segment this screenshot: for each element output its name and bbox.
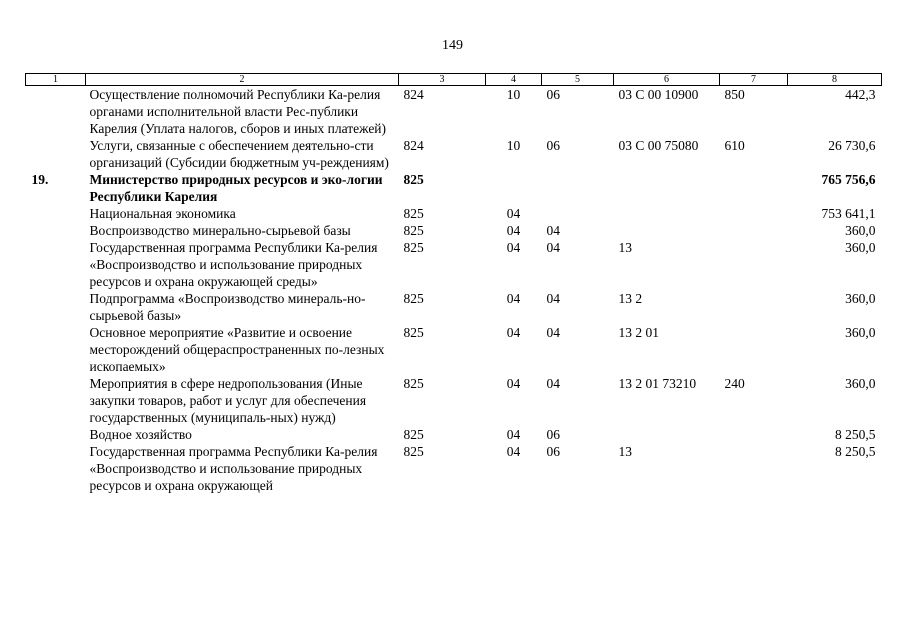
row-subsection-code: 06 xyxy=(546,427,560,442)
row-number xyxy=(26,205,86,222)
column-header: 2 xyxy=(86,74,399,86)
row-ministry-code: 825 xyxy=(403,223,424,238)
row-number xyxy=(26,137,86,171)
row-expense-type-code xyxy=(720,222,788,239)
row-expense-type-code xyxy=(720,426,788,443)
table-row xyxy=(26,222,882,239)
row-amount: 360,0 xyxy=(845,376,876,391)
row-name: Государственная программа Республики Ка-релия «Воспроизводство и использование природных ресурсов и охрана окружающей среды» xyxy=(89,240,378,289)
row-target-code: 13 xyxy=(618,240,632,255)
row-target-code xyxy=(614,426,720,443)
row-subsection-code: 04 xyxy=(546,223,560,238)
row-number xyxy=(26,222,86,239)
row-subsection-code: 06 xyxy=(546,444,560,459)
row-name: Подпрограмма «Воспроизводство минераль-но-сырьевой базы» xyxy=(89,291,366,323)
table-row xyxy=(26,205,882,222)
row-target-code xyxy=(614,222,720,239)
row-target-code: 13 xyxy=(618,444,632,459)
row-section-code: 04 xyxy=(506,376,521,391)
row-amount: 8 250,5 xyxy=(835,444,876,459)
column-header: 5 xyxy=(542,74,614,86)
row-subsection-code: 04 xyxy=(546,376,560,391)
row-amount: 442,3 xyxy=(845,87,876,102)
row-amount: 360,0 xyxy=(845,325,876,340)
row-number xyxy=(26,290,86,324)
row-expense-type-code xyxy=(720,443,788,494)
row-expense-type-code: 610 xyxy=(724,138,745,153)
row-ministry-code: 825 xyxy=(403,240,424,255)
row-section-code: 04 xyxy=(506,223,521,238)
row-expense-type-code xyxy=(720,324,788,375)
row-amount: 753 641,1 xyxy=(821,206,876,221)
row-name: Услуги, связанные с обеспечением деятельно-сти организаций (Субсидии бюджетным уч-реждениям) xyxy=(89,138,389,170)
row-number xyxy=(26,239,86,290)
budget-table xyxy=(25,73,882,494)
row-section-code: 04 xyxy=(506,427,521,442)
row-number xyxy=(26,426,86,443)
row-target-code: 13 2 01 xyxy=(618,325,659,340)
row-expense-type-code xyxy=(720,205,788,222)
row-target-code: 03 С 00 75080 xyxy=(618,138,699,153)
row-ministry-code: 825 xyxy=(403,325,424,340)
table-row xyxy=(26,443,882,494)
row-name: Основное мероприятие «Развитие и освоение месторождений общераспространенных по-лезных ископаемых» xyxy=(89,325,385,374)
column-number-header-row xyxy=(26,74,882,86)
table-row xyxy=(26,375,882,426)
table-row xyxy=(26,171,882,205)
row-number xyxy=(26,324,86,375)
column-header: 1 xyxy=(26,74,86,86)
row-subsection-code: 04 xyxy=(546,240,560,255)
row-target-code xyxy=(614,171,720,205)
row-ministry-code: 825 xyxy=(403,206,424,221)
table-row xyxy=(26,290,882,324)
row-subsection-code: 06 xyxy=(546,138,560,153)
table-row xyxy=(26,324,882,375)
row-amount: 765 756,6 xyxy=(821,172,876,187)
table-row xyxy=(26,137,882,171)
column-header: 7 xyxy=(720,74,788,86)
row-section-code: 10 xyxy=(506,87,521,102)
row-section-code xyxy=(486,171,542,205)
column-header: 4 xyxy=(486,74,542,86)
row-subsection-code xyxy=(542,205,614,222)
row-section-code: 04 xyxy=(506,291,521,306)
row-name: Воспроизводство минерально-сырьевой базы xyxy=(89,223,351,238)
row-expense-type-code: 240 xyxy=(724,376,745,391)
row-name: Министерство природных ресурсов и эко-логии Республики Карелия xyxy=(89,172,383,204)
row-subsection-code: 04 xyxy=(546,325,560,340)
row-subsection-code: 04 xyxy=(546,291,560,306)
row-amount: 8 250,5 xyxy=(835,427,876,442)
row-name: Водное хозяйство xyxy=(89,427,192,442)
row-expense-type-code xyxy=(720,290,788,324)
row-ministry-code: 825 xyxy=(403,376,424,391)
row-subsection-code xyxy=(542,171,614,205)
row-number xyxy=(26,86,86,138)
row-target-code: 13 2 01 73210 xyxy=(618,376,697,391)
row-ministry-code: 825 xyxy=(403,427,424,442)
row-number: 19. xyxy=(31,172,49,187)
row-expense-type-code xyxy=(720,171,788,205)
row-amount: 360,0 xyxy=(845,240,876,255)
row-ministry-code: 825 xyxy=(403,172,424,187)
table-row xyxy=(26,239,882,290)
column-header: 3 xyxy=(399,74,486,86)
column-header: 8 xyxy=(788,74,882,86)
row-section-code: 04 xyxy=(506,325,521,340)
row-number xyxy=(26,375,86,426)
row-subsection-code: 06 xyxy=(546,87,560,102)
row-ministry-code: 825 xyxy=(403,444,424,459)
page-number: 149 xyxy=(442,38,463,53)
row-name: Государственная программа Республики Ка-релия «Воспроизводство и использование природных ресурсов и охрана окружающей xyxy=(89,444,378,493)
row-section-code: 10 xyxy=(506,138,521,153)
row-ministry-code: 824 xyxy=(403,87,424,102)
table-row xyxy=(26,426,882,443)
row-section-code: 04 xyxy=(506,444,521,459)
row-expense-type-code xyxy=(720,239,788,290)
row-target-code: 03 С 00 10900 xyxy=(618,87,699,102)
row-amount: 360,0 xyxy=(845,291,876,306)
row-number xyxy=(26,443,86,494)
row-section-code: 04 xyxy=(506,240,521,255)
row-target-code: 13 2 xyxy=(618,291,643,306)
row-section-code: 04 xyxy=(506,206,521,221)
row-amount: 360,0 xyxy=(845,223,876,238)
row-name: Осуществление полномочий Республики Ка-релия органами исполнительной власти Рес-публики Карелия (Уплата налогов, сборов и иных платежей) xyxy=(89,87,387,136)
row-name: Мероприятия в сфере недропользования (Иные закупки товаров, работ и услуг для обеспечения государственных (муниципаль-ных) нужд) xyxy=(89,376,367,425)
row-ministry-code: 825 xyxy=(403,291,424,306)
column-header: 6 xyxy=(614,74,720,86)
table-row xyxy=(26,86,882,138)
row-target-code xyxy=(614,205,720,222)
row-name: Национальная экономика xyxy=(89,206,236,221)
row-expense-type-code: 850 xyxy=(724,87,745,102)
row-ministry-code: 824 xyxy=(403,138,424,153)
row-amount: 26 730,6 xyxy=(828,138,876,153)
